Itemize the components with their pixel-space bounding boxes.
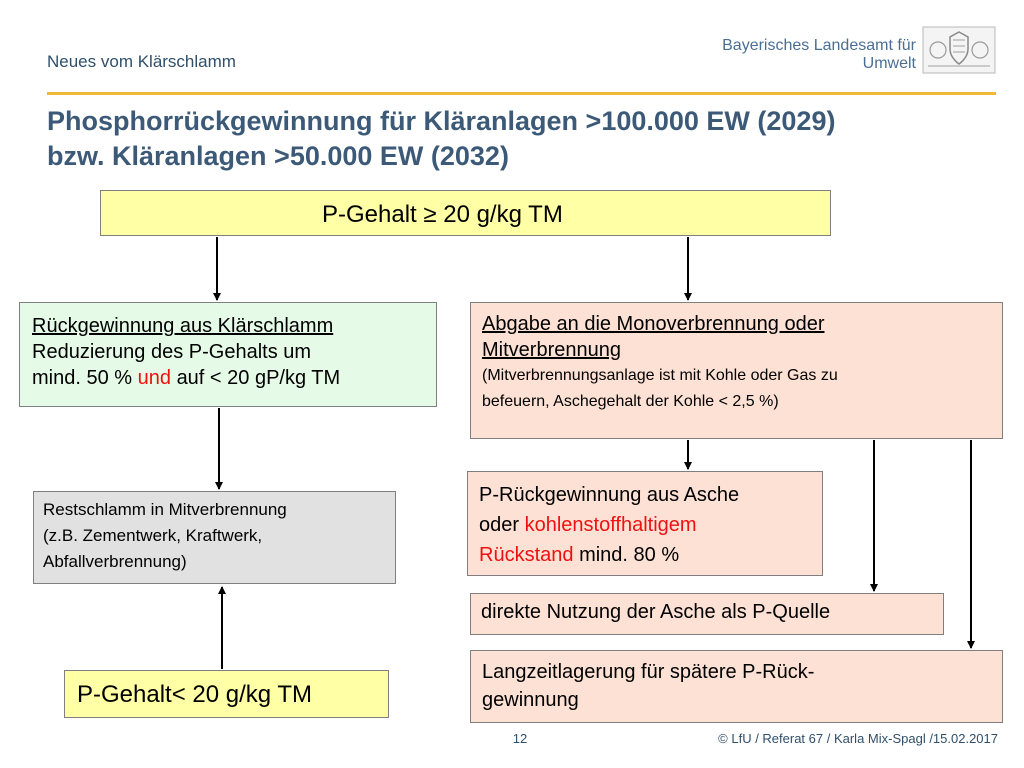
box-p-gehalt-low: P-Gehalt< 20 g/kg TM xyxy=(64,670,389,718)
box-left-line3-red: und xyxy=(137,367,171,389)
box-right-line4: befeuern, Aschegehalt der Kohle < 2,5 %) xyxy=(482,393,779,410)
box-p-gehalt-high: P-Gehalt ≥ 20 g/kg TM xyxy=(100,190,831,236)
box-restschlamm xyxy=(33,491,396,584)
box-monoverbrennung xyxy=(470,302,1003,439)
box-left-line3-b: auf < 20 gP/kg TM xyxy=(176,367,341,389)
box-p-rueckgewinnung-asche xyxy=(467,471,823,576)
footer-credit: © LfU / Referat 67 / Karla Mix-Spagl /15.02.2017 xyxy=(718,731,998,746)
page-number: 12 xyxy=(512,731,528,746)
box-left-line3 xyxy=(32,365,430,391)
box-rueckgewinnung-klaerschlamm xyxy=(19,302,437,407)
box-left-line1: Rückgewinnung aus Klärschlamm xyxy=(32,315,334,337)
organization-name-line2: Umwelt xyxy=(862,55,916,72)
organization-name-line1: Bayerisches Landesamt für xyxy=(722,37,916,54)
box-lang-line2: gewinnung xyxy=(482,689,579,711)
box-prueck-line3-b: mind. 80 % xyxy=(579,544,680,566)
box-langzeitlagerung xyxy=(470,650,1003,723)
box-prueck-line2 xyxy=(479,510,816,540)
box-prueck-line3 xyxy=(479,540,816,570)
box-prueck-line2-red: kohlenstoffhaltigem xyxy=(524,514,697,536)
box-rest-line2: (z.B. Zementwerk, Kraftwerk, xyxy=(43,526,263,545)
box-lang-line1: Langzeitlagerung für spätere P-Rück- xyxy=(482,661,815,683)
box-left-line2: Reduzierung des P-Gehalts um xyxy=(32,341,312,363)
box-rest-line1: Restschlamm in Mitverbrennung xyxy=(43,500,287,519)
box-prueck-line1: P-Rückgewinnung aus Asche xyxy=(479,484,740,506)
box-left-line3-a: mind. 50 % xyxy=(32,367,133,389)
presentation-subtitle: Neues vom Klärschlamm xyxy=(47,52,236,71)
box-prueck-line3-red: Rückstand xyxy=(479,544,574,566)
slide-title-line1: Phosphorrückgewinnung für Kläranlagen >100.000 EW (2029) xyxy=(47,106,836,136)
box-direkte-nutzung: direkte Nutzung der Asche als P-Quelle xyxy=(470,593,944,635)
slide-title-line2: bzw. Kläranlagen >50.000 EW (2032) xyxy=(47,141,509,171)
box-right-line3: (Mitverbrennungsanlage ist mit Kohle oder Gas zu xyxy=(482,367,838,384)
box-right-line2: Mitverbrennung xyxy=(482,339,621,361)
box-prueck-line2-a: oder xyxy=(479,514,520,536)
box-right-line1: Abgabe an die Monoverbrennung oder xyxy=(482,313,825,335)
box-rest-line3: Abfallverbrennung) xyxy=(43,552,187,571)
